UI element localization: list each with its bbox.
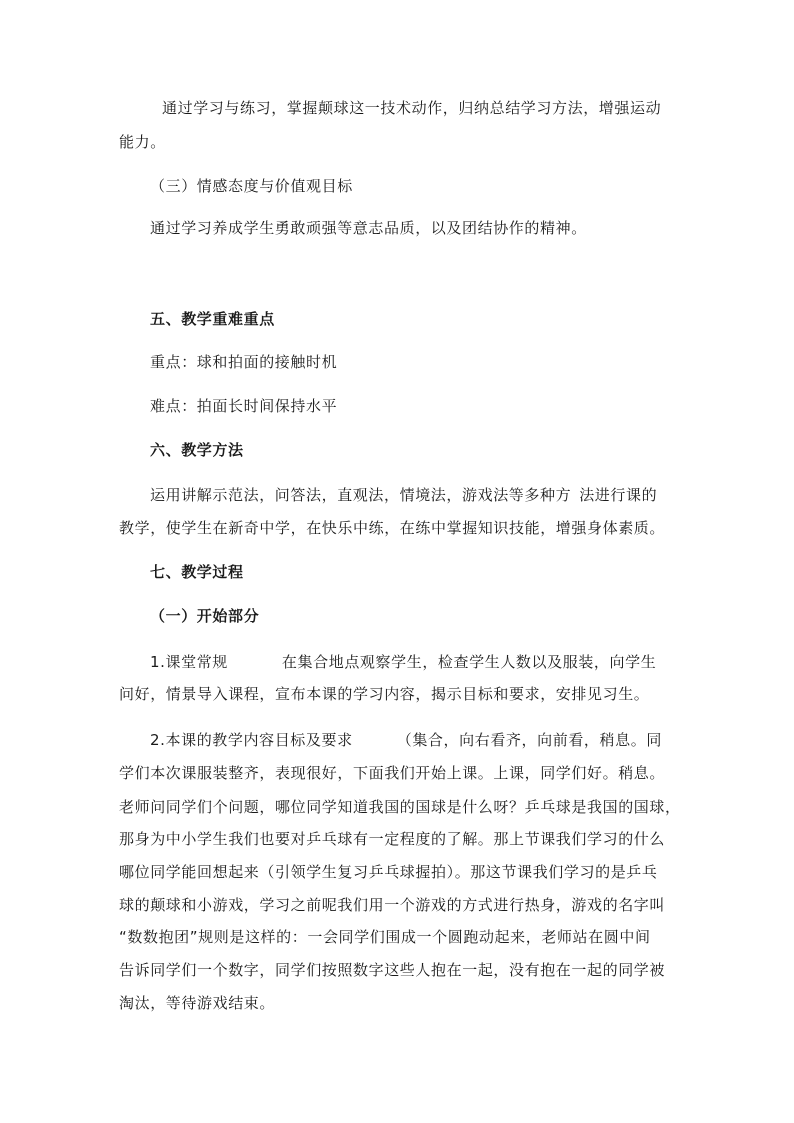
routine-description: 在集合地点观察学生，检查学生人数以及服装，向学生 [281,653,657,671]
content-objective-text [150,730,662,750]
emotion-objective-heading: （三）情感态度与价值观目标 [150,177,353,195]
content-objective-text-5: 哪位同学能回想起来（引领学生复习乒乓球握拍）。那这节课我们学习的是乒乓 [119,863,658,881]
section-heading-key-points: 五、教学重难重点 [150,310,275,328]
content-objective-text-8: 告诉同学们一个数字，同学们按照数字这些人抱在一起，没有抱在一起的同学被 [119,961,666,979]
skill-objective-text: 通过学习与练习，掌握颠球这一技术动作，归纳总结学习方法，增强运动 [162,99,662,117]
methods-text-part1: 运用讲解示范法，问答法，直观法，情境法，游戏法等多种方 [150,486,572,504]
content-objective-text-6: 球的颠球和小游戏，学习之前呢我们用一个游戏的方式进行热身，游戏的名字叫 [119,896,666,914]
section-heading-process: 七、教学过程 [150,563,244,581]
skill-objective-text-cont: 能力。 [119,133,166,151]
methods-text-part2: 法进行课的 [579,486,658,504]
routine-text [150,652,656,672]
content-objective-text-2: 学们本次课服装整齐，表现很好，下面我们开始上课。上课，同学们好。稍息。 [119,764,666,782]
routine-text-cont: 问好，情景导入课程，宣布本课的学习内容，揭示目标和要求，安排见习生。 [119,685,650,703]
content-objective-text-4: 那身为中小学生我们也要对乒乓球有一定程度的了解。那上节课我们学习的什么 [119,830,666,848]
section-heading-methods: 六、教学方法 [150,441,244,459]
difficult-point-text: 难点：拍面长时间保持水平 [150,397,338,415]
methods-text [150,485,657,505]
methods-text-cont: 教学，使学生在新奇中学，在快乐中练，在练中掌握知识技能，增强身体素质。 [119,519,666,537]
content-objective-text-7: “数数抱团”规则是这样的：一会同学们围成一个圆跑动起来，老师站在圆中间 [119,928,651,946]
subsection-heading-start: （一）开始部分 [150,607,260,625]
content-objective-description: （集合，向右看齐，向前看，稍息。同 [396,731,662,749]
content-objective-text-3: 老师问同学们个问题，哪位同学知道我国的国球是什么呀？乒乓球是我国的国球， [119,798,681,816]
routine-label: 1.课堂常规 [150,653,228,671]
content-objective-label: 2.本课的教学内容目标及要求 [150,731,353,749]
content-objective-text-9: 淘汰，等待游戏结束。 [119,994,276,1012]
key-point-text: 重点：球和拍面的接触时机 [150,353,338,371]
emotion-objective-text: 通过学习养成学生勇敢顽强等意志品质，以及团结协作的精神。 [150,219,587,237]
